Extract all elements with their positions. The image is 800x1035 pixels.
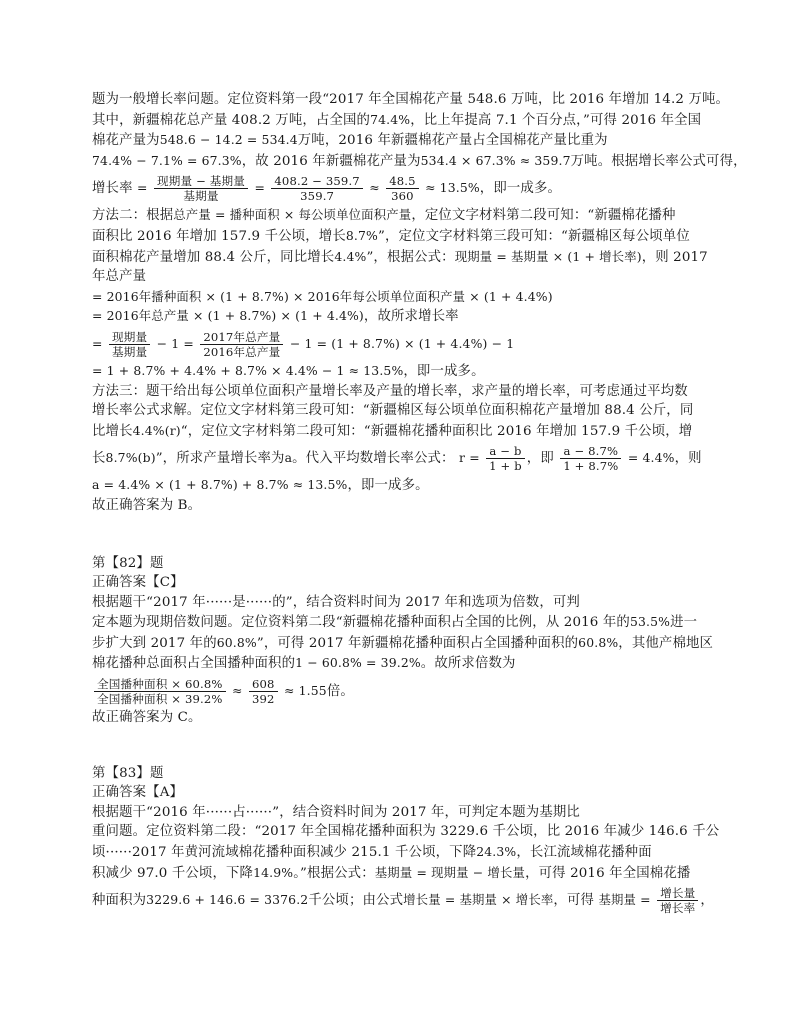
- text-line: [92, 361, 717, 382]
- text-span: 长: [92, 451, 106, 467]
- formula-line: [92, 327, 717, 361]
- text-span: 万吨。根据增长率公式可得，: [570, 153, 747, 169]
- fraction-numerator: 408.2 − 359.7: [271, 174, 362, 189]
- text-span: 比增长: [92, 423, 133, 439]
- text-span: 倍。: [326, 684, 354, 700]
- text-span: 棉花播种总面积占全国播种面积的: [92, 656, 296, 672]
- text-span: 积减少 97.0 千公顷，下降: [92, 865, 254, 881]
- math-inline: ≈ 1.55: [284, 683, 327, 699]
- text-line: 题为一般增长率问题。定位资料第一段“2017 年全国棉花产量 548.6 万吨，比 2016 年增加 14.2 万吨。: [92, 92, 730, 107]
- text-span: 步扩大到 2017 年的: [92, 635, 217, 651]
- text-line: 年总产量: [92, 269, 147, 285]
- text-span: 进一: [670, 615, 698, 631]
- math-inline: 60.8%: [578, 634, 619, 650]
- text-span: ，则 2017: [641, 249, 708, 265]
- fraction: [486, 444, 525, 473]
- answer-conclusion: 故正确答案为 C。: [92, 710, 202, 726]
- text-span: “，定位文字材料第二段可知：“新疆棉花播种面积比 2016 年增加 157.9 千公顷，增: [180, 423, 693, 439]
- solution-page: [92, 90, 747, 917]
- math-inline: 53.5%: [629, 614, 671, 630]
- text-span: ”，定位文字材料第三段可知：“新疆棉区每公顷单位: [377, 228, 690, 244]
- text-line: [92, 612, 717, 633]
- text-span: 种面积为: [92, 893, 147, 909]
- text-span: ，可得 2016 年全国棉花播: [525, 865, 691, 881]
- text-span: ”，所求产量增长率为: [155, 451, 285, 467]
- fraction-denominator: 359.7: [300, 189, 335, 204]
- fraction-denominator: 基期量: [111, 344, 148, 359]
- text-span: ，即一成多。: [479, 181, 562, 197]
- math-inline: 基期量 = 现期量 − 增长量: [374, 864, 526, 880]
- fraction-numerator: 全国播种面积 × 60.8%: [94, 677, 226, 692]
- text-line: [92, 863, 717, 884]
- math-inline: 548.6 − 14.2 = 534.4: [159, 132, 298, 148]
- text-span: ，即: [526, 451, 554, 467]
- fraction-denominator: 360: [391, 189, 414, 204]
- fraction-numerator: 现期量 − 基期量: [154, 174, 248, 189]
- text-span: ，定位文字材料第二段可知：“新疆棉花播种: [411, 208, 676, 224]
- math-inline: 74.4% − 7.1% = 67.3%: [92, 152, 242, 168]
- fraction-denominator: 2016年总产量: [203, 344, 281, 359]
- formula-line: [92, 674, 717, 708]
- math-inline: 1 − 60.8% = 39.2%: [295, 655, 421, 671]
- text-span: 棉花产量为: [92, 133, 160, 149]
- text-span: 面积比 2016 年增加 157.9 千公顷，增长: [92, 228, 346, 244]
- text-span: 千公顷；由公式: [308, 893, 404, 909]
- math-inline: 现期量 = 基期量 × (1 + 增长率): [454, 248, 642, 264]
- math-inline: − 1 = (1 + 8.7%) × (1 + 4.4%) − 1: [289, 335, 515, 351]
- formula-line: [92, 441, 717, 475]
- math-inline: 3229.6 + 146.6 = 3376.2: [146, 892, 309, 908]
- fraction: [154, 174, 248, 203]
- text-span: ，: [700, 893, 714, 909]
- text-line: [92, 653, 717, 674]
- text-span: 面积棉花产量增加 88.4 公斤，同比增长: [92, 249, 335, 265]
- fraction-denominator: 392: [251, 692, 275, 707]
- text-span: ，长江流域棉花播种面: [516, 845, 652, 861]
- text-line: 根据题干“2016 年······占······”，结合资料时间为 2017 年，可判定本题为基期比: [92, 804, 580, 820]
- math-inline: 8.7%(b): [105, 450, 156, 466]
- fraction-numerator: 608: [249, 677, 278, 692]
- fraction: [271, 174, 362, 203]
- text-line: [92, 205, 717, 226]
- math-inline: 增长量 = 基期量 × 增长率: [403, 892, 554, 908]
- text-span: ”，可得 2017 年新疆棉花播种面积占全国播种面积的: [256, 635, 579, 651]
- math-inline: − 1 =: [156, 335, 194, 351]
- text-span: ，故 2016 年新疆棉花产量为: [241, 153, 421, 169]
- text-span: ，其他产棉地区: [618, 635, 714, 651]
- text-span: ，则: [674, 451, 702, 467]
- math-inline: 74.4%: [370, 111, 411, 127]
- correct-answer: 正确答案【A】: [92, 785, 184, 801]
- text-line: [92, 247, 717, 268]
- math-inline: 534.4 × 67.3% ≈ 359.7: [420, 152, 571, 168]
- text-span: 万吨，2016 年新疆棉花产量占全国棉花产量比重为: [297, 133, 608, 149]
- fraction-numerator: a − 8.7%: [560, 444, 621, 459]
- math-inline: 14.9%: [253, 864, 294, 880]
- formula-line: [92, 883, 717, 917]
- text-span: ，即一成多。: [347, 478, 429, 494]
- fraction-denominator: 1 + 8.7%: [563, 459, 619, 474]
- text-line: 增长率公式求解。定位文字材料第三段可知：“新疆棉区每公顷单位面积棉花产量增加 88.4 公斤，同: [92, 403, 694, 419]
- fraction-numerator: 48.5: [386, 174, 418, 189]
- formula-line: [92, 171, 717, 205]
- text-span: 增长率: [92, 181, 133, 197]
- fraction: [200, 330, 283, 359]
- fraction-numerator: 2017年总产量: [200, 330, 283, 345]
- fraction-numerator: a − b: [486, 444, 525, 459]
- text-line: 重问题。定位资料第二段：“2017 年全国棉花播种面积为 3229.6 千公顷，比 2016 年减少 146.6 千公: [92, 824, 720, 840]
- answer-conclusion: 故正确答案为 B。: [92, 497, 202, 513]
- text-span: 。代入平均数增长率公式：: [292, 451, 455, 467]
- text-span: 其中，新疆棉花总产量 408.2 万吨，占全国的: [92, 112, 371, 128]
- math-inline: a = 4.4% × (1 + 8.7%) + 8.7% ≈ 13.5%: [92, 477, 348, 493]
- math-inline: ≈ 13.5%: [425, 180, 480, 196]
- formula-line: = 2016年播种面积 × (1 + 8.7%) × 2016年每公顷单位面积产量 × (1 + 4.4%): [92, 288, 553, 304]
- fraction-denominator: 基期量: [183, 189, 219, 204]
- math-inline: 60.8%: [216, 634, 257, 650]
- fraction-denominator: 增长率: [660, 901, 696, 916]
- math-inline: 4.4%(r): [132, 422, 181, 438]
- text-span: 顷······2017 年黄河流域棉花播种面积减少 215.1 千公顷，下降: [92, 845, 477, 861]
- math-inline: 总产量 = 播种面积 × 每公顷单位面积产量: [173, 207, 412, 223]
- fraction-denominator: 1 + b: [489, 459, 522, 474]
- fraction: [109, 330, 150, 359]
- math-inline: =: [137, 180, 148, 196]
- math-inline: a: [284, 450, 293, 466]
- math-inline: 4.4%: [334, 248, 367, 264]
- text-span: 方法二：根据: [92, 208, 174, 224]
- text-line: [92, 110, 717, 131]
- text-line: [92, 475, 717, 496]
- math-inline: = 4.4%: [627, 450, 675, 466]
- question-title: 第【83】题: [92, 765, 164, 781]
- math-inline: ≈: [232, 683, 243, 699]
- fraction: [386, 174, 418, 203]
- text-span: ”，根据公式：: [366, 249, 455, 265]
- text-line: [92, 130, 717, 151]
- math-inline: = 2016年总产量 × (1 + 8.7%) × (1 + 4.4%): [92, 308, 364, 324]
- text-line: [92, 306, 717, 327]
- fraction: [249, 677, 278, 706]
- math-inline: r =: [459, 450, 480, 466]
- fraction-numerator: 增长量: [657, 886, 698, 901]
- text-span: ，比上年提高 7.1 个百分点，”可得 2016 年全国: [410, 112, 702, 128]
- fraction: [657, 886, 698, 915]
- text-line: [92, 421, 717, 442]
- fraction-denominator: 全国播种面积 × 39.2%: [97, 692, 223, 707]
- text-span: ，故所求增长率: [363, 309, 459, 325]
- math-inline: 基期量 =: [598, 892, 651, 908]
- text-span: ，即一成多。: [403, 363, 485, 379]
- text-line: [92, 151, 747, 172]
- fraction: [94, 677, 226, 706]
- math-inline: = 1 + 8.7% + 4.4% + 8.7% × 4.4% − 1 ≈ 13.5%: [92, 362, 404, 378]
- fraction: [560, 444, 621, 473]
- math-inline: ≈: [369, 180, 380, 196]
- text-line: 根据题干“2017 年······是······的”，结合资料时间为 2017 年和选项为倍数，可判: [92, 594, 580, 610]
- math-inline: 8.7%: [345, 227, 378, 243]
- text-line: 方法三：题干给出每公顷单位面积产量增长率及产量的增长率，求产量的增长率，可考虑通过平均数: [92, 383, 688, 399]
- fraction-numerator: 现期量: [109, 330, 150, 345]
- correct-answer: 正确答案【C】: [92, 575, 184, 591]
- text-span: 。故所求倍数为: [420, 656, 516, 672]
- text-span: 定本题为现期倍数问题。定位资料第二段“新疆棉花播种面积占全国的比例，从 2016 年的: [92, 615, 630, 631]
- text-span: 。”根据公式：: [293, 865, 375, 881]
- math-inline: =: [254, 180, 265, 196]
- text-line: [92, 842, 717, 863]
- text-span: ，可得: [553, 893, 595, 909]
- math-inline: =: [92, 335, 103, 351]
- text-line: [92, 226, 717, 247]
- math-inline: 24.3%: [476, 844, 517, 860]
- question-title: 第【82】题: [92, 555, 164, 571]
- text-line: [92, 633, 717, 654]
